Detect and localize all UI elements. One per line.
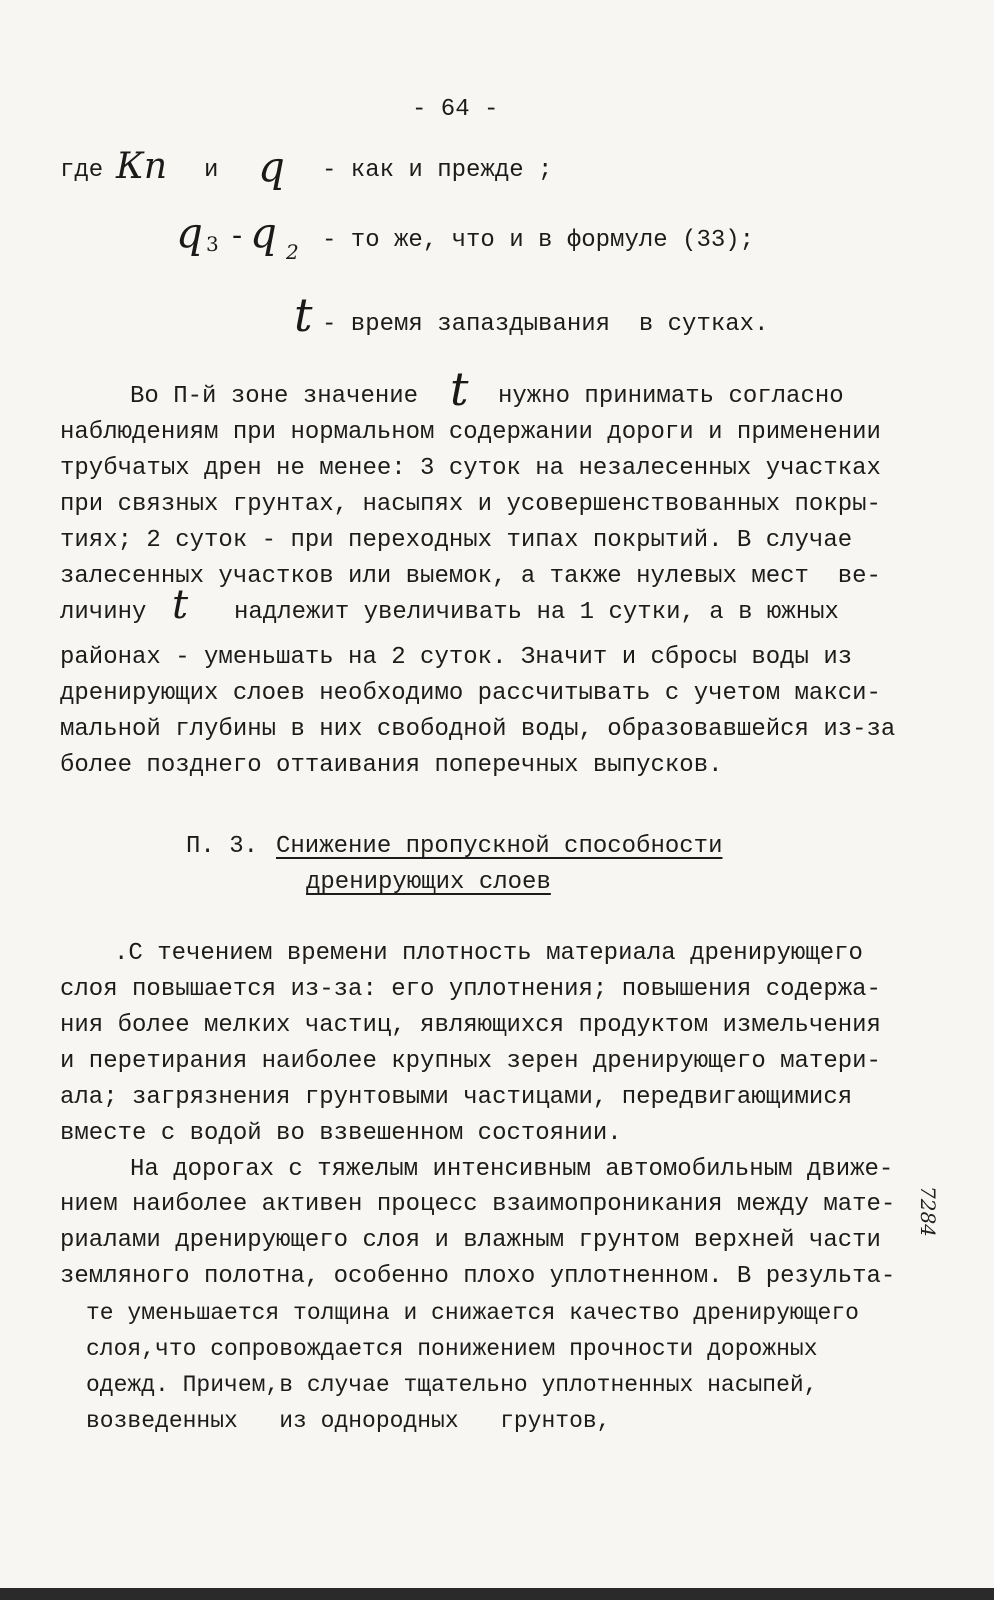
para3-line: слоя,что сопровождается понижением прочности дорожных (86, 1336, 818, 1362)
para2-line: и перетирания наиболее крупных зерен дренирующего матери- (60, 1048, 881, 1075)
symbol-q2: q (250, 208, 277, 257)
symbol-q: q (258, 142, 285, 191)
para3-line: На дорогах с тяжелым интенсивным автомобильным движе- (130, 1156, 894, 1183)
symbol-minus: - (232, 218, 243, 253)
section-title-line1: Снижение пропускной способности (276, 833, 723, 860)
para1-line1-b: нужно принимать согласно (498, 383, 844, 410)
def-where: где (60, 157, 104, 184)
page-number: - 64 - (412, 96, 499, 123)
para1-line: мальной глубины в них свободной воды, образовавшейся из-за (60, 716, 896, 743)
para1-line: дренирующих слоев необходимо рассчитывать с учетом макси- (60, 680, 881, 707)
para2-line: .С течением времени плотность материала дренирующего (114, 940, 863, 967)
symbol-t-para1b: t (172, 582, 189, 628)
para1-line: при связных грунтах, насыпях и усовершенствованных покры- (60, 491, 881, 518)
para1-line1-a: Во П-й зоне значение (130, 383, 419, 410)
para1-line7-a: личину (60, 599, 147, 626)
subscript-2: 2 (286, 240, 299, 264)
margin-stamp: 7284 (916, 1186, 940, 1237)
para1-line: районах - уменьшать на 2 суток. Значит и сбросы воды из (60, 644, 853, 671)
para3-line: одежд. Причем,в случае тщательно уплотненных насыпей, (86, 1372, 818, 1398)
para2-line: вместе с водой во взвешенном состоянии. (60, 1120, 622, 1147)
para3-line: нием наиболее активен процесс взаимопроникания между мате- (60, 1191, 896, 1218)
def-and: и (204, 157, 219, 184)
symbol-kn: Кп (116, 146, 168, 187)
para2-line: слоя повышается из-за: его уплотнения; повышения содержа- (60, 976, 881, 1003)
def-text-1: - как и прежде ; (322, 157, 553, 184)
para1-line: трубчатых дрен не менее: 3 суток на незалесенных участках (60, 455, 881, 482)
para1-line: залесенных участков или выемок, а также нулевых мест ве- (60, 563, 881, 590)
subscript-3: 3 (206, 232, 219, 256)
symbol-q3: q (176, 208, 203, 257)
para1-line7-b: надлежит увеличивать на 1 сутки, а в южных (234, 599, 839, 626)
para3-line: те уменьшается толщина и снижается качество дренирующего (86, 1300, 859, 1326)
para2-line: ния более мелких частиц, являющихся продуктом измельчения (60, 1012, 881, 1039)
para1-line: тиях; 2 суток - при переходных типах покрытий. В случае (60, 527, 853, 554)
scan-edge (0, 1588, 994, 1600)
para3-line: земляного полотна, особенно плохо уплотненном. В результа- (60, 1263, 896, 1290)
para1-line: более позднего оттаивания поперечных выпусков. (60, 752, 723, 779)
para3-line: риалами дренирующего слоя и влажным грунтом верхней части (60, 1227, 881, 1254)
para3-line: возведенных из однородных грунтов, (86, 1408, 611, 1434)
section-title-line2: дренирующих слоев (306, 869, 551, 896)
para2-line: ала; загрязнения грунтовыми частицами, передвигающимися (60, 1084, 853, 1111)
symbol-t-para1: t (450, 362, 469, 416)
para1-line: наблюдениям при нормальном содержании дороги и применении (60, 419, 881, 446)
def-text-2: - то же, что и в формуле (33); (322, 227, 755, 254)
def-text-3: - время запаздывания в сутках. (322, 311, 769, 338)
symbol-t-def: t (294, 288, 313, 342)
section-number: П. 3. (186, 833, 259, 860)
